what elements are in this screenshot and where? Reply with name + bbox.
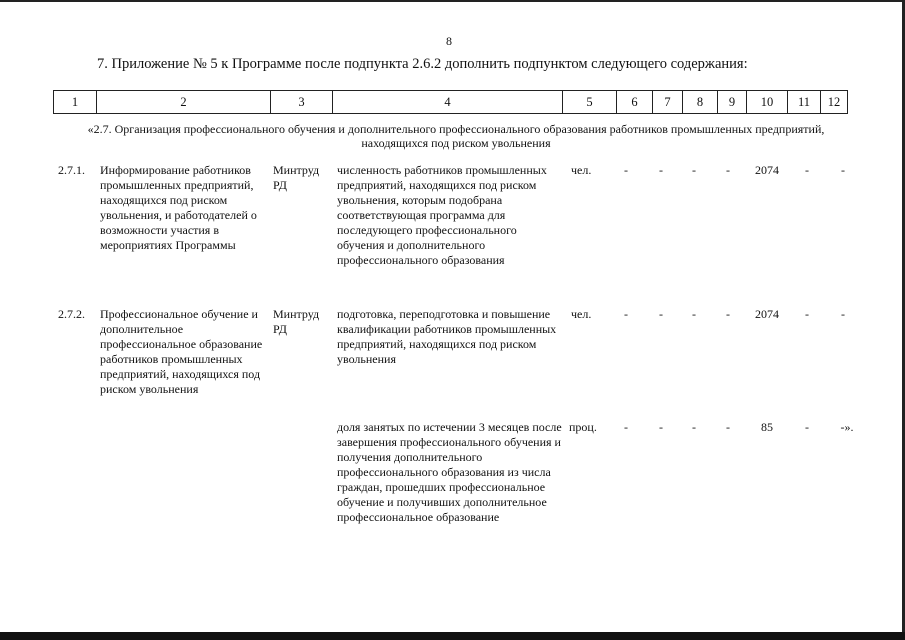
value-col8: -: [692, 163, 696, 177]
unit: проц.: [569, 420, 597, 434]
value-col10: 2074: [755, 163, 779, 177]
value-col9: -: [726, 420, 730, 434]
value-col12: -: [841, 163, 845, 177]
column-number-header: [53, 90, 848, 114]
col-num-10: 10: [747, 91, 788, 114]
indicator: доля занятых по истечении 3 месяцев после завершения профессионального обучения и получения дополнительного профессионального образования из числа граждан, прошедших профессиональное обучение и получивших дополнительное профессиональное образование: [337, 420, 562, 524]
value-col6: -: [624, 163, 628, 177]
col-num-4: 4: [333, 91, 563, 114]
executor: Минтруд РД: [273, 307, 320, 336]
col-num-3: 3: [271, 91, 333, 114]
col-num-6: 6: [617, 91, 653, 114]
col-num-8: 8: [683, 91, 718, 114]
value-col10: 2074: [755, 307, 779, 321]
col-num-12: 12: [821, 91, 848, 114]
row-number: 2.7.1.: [58, 163, 85, 177]
page-border-bottom: [0, 632, 905, 640]
col-num-5: 5: [563, 91, 617, 114]
measure-name: Информирование работников промышленных предприятий, находящихся под риском увольнения, и работодателей о возможности участия в мероприятиях Программы: [100, 163, 257, 252]
measure-name: Профессиональное обучение и дополнительное профессиональное образование работников промышленных предприятий, находящихся под риском увольнения: [100, 307, 263, 396]
value-col11: -: [805, 307, 809, 321]
page-border-top: [0, 0, 905, 2]
col-num-11: 11: [788, 91, 821, 114]
section-title: «2.7. Организация профессионального обучения и дополнительного профессионального образования работников промышленных предприятий, находящихся под риском увольнения: [87, 122, 825, 150]
col-num-9: 9: [718, 91, 747, 114]
value-col7: -: [659, 420, 663, 434]
col-num-2: 2: [97, 91, 271, 114]
unit: чел.: [571, 307, 592, 321]
value-col11: -: [805, 420, 809, 434]
value-col7: -: [659, 163, 663, 177]
page-number: 8: [446, 34, 452, 48]
value-col12: -: [841, 307, 845, 321]
value-col6: -: [624, 307, 628, 321]
row-number: 2.7.2.: [58, 307, 85, 321]
col-num-1: 1: [54, 91, 97, 114]
value-col11: -: [805, 163, 809, 177]
value-col9: -: [726, 163, 730, 177]
value-col6: -: [624, 420, 628, 434]
indicator: численность работников промышленных предприятий, находящихся под риском увольнения, которым подобрана соответствующая программа для последующего профессионального обучения и дополнительного профессионального образования: [337, 163, 547, 267]
value-col7: -: [659, 307, 663, 321]
value-col10: 85: [761, 420, 773, 434]
unit: чел.: [571, 163, 592, 177]
value-col12: -».: [840, 420, 854, 434]
col-num-7: 7: [653, 91, 683, 114]
value-col8: -: [692, 420, 696, 434]
indicator: подготовка, переподготовка и повышение квалификации работников промышленных предприятий, находящихся под риском увольнения: [337, 307, 557, 366]
value-col9: -: [726, 307, 730, 321]
amendment-heading: 7. Приложение № 5 к Программе после подпункта 2.6.2 дополнить подпунктом следующего содержания:: [97, 56, 748, 72]
value-col8: -: [692, 307, 696, 321]
executor: Минтруд РД: [273, 163, 320, 192]
